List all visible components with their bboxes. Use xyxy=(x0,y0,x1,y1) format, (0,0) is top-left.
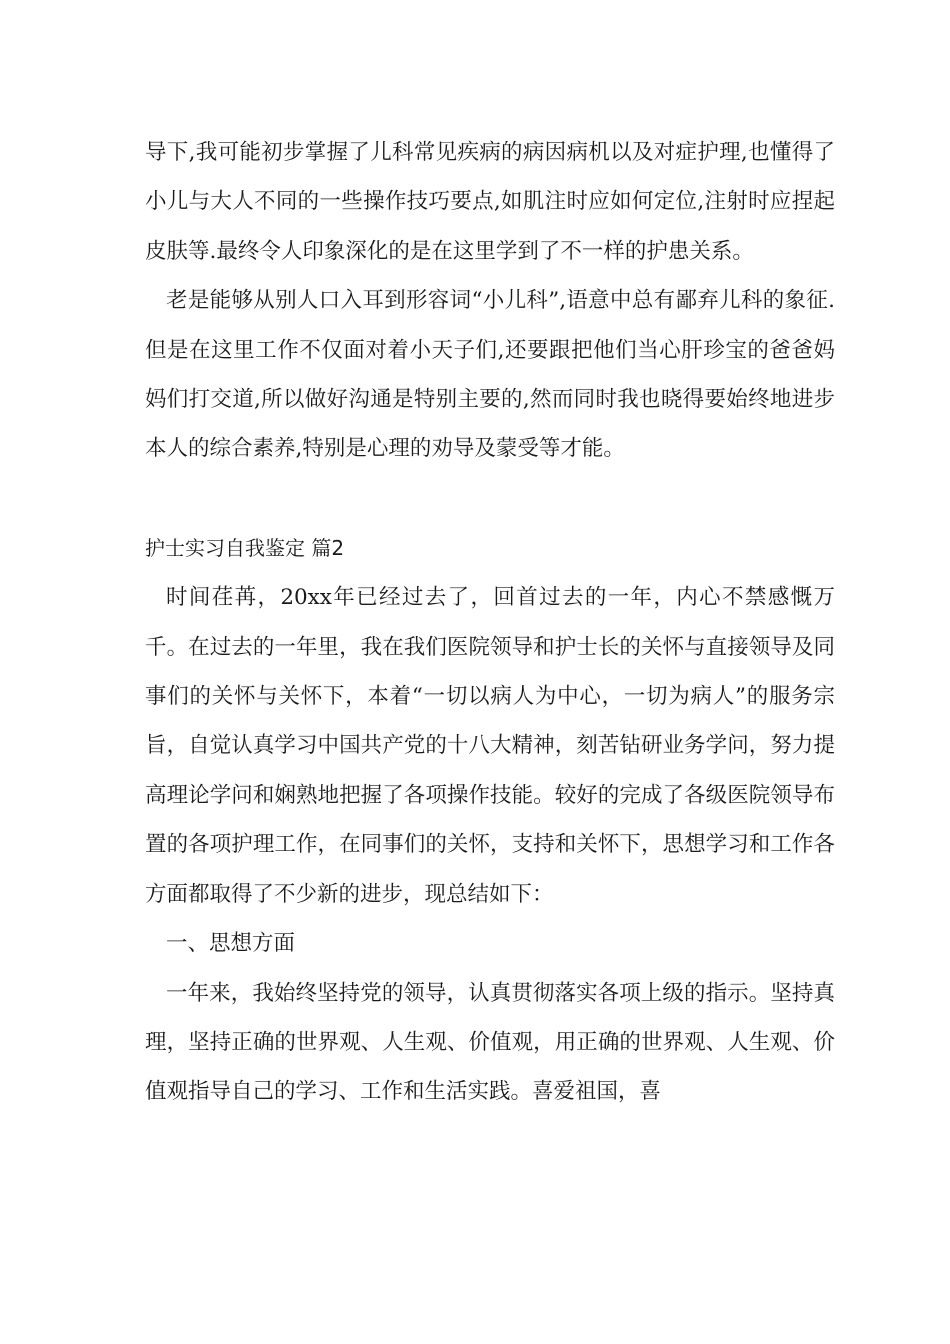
paragraph-2: 老是能够从别人口入耳到形容词“小儿科”,语意中总有鄙弃儿科的象征.但是在这里工作不仅面对着小天子们,还要跟把他们当心肝珍宝的爸爸妈妈们打交道,所以做好沟通是特别主要的,然而同时我也晓得要始终地进步本人的综合素养,特别是心理的劝导及蒙受等才能。 xyxy=(145,288,835,462)
section-heading: 护士实习自我鉴定 篇2 xyxy=(145,535,345,560)
paragraph-1: 导下,我可能初步掌握了儿科常见疾病的病因病机以及对症护理,也懂得了小儿与大人不同的一些操作技巧要点,如肌注时应如何定位,注射时应捏起皮肤等.最终令人印象深化的是在这里学到了不一样的护患关系。 xyxy=(145,140,835,264)
section-spacer xyxy=(145,474,835,524)
paragraph-3: 时间荏苒，20xx年已经过去了，回首过去的一年，内心不禁感慨万千。在过去的一年里，我在我们医院领导和护士长的关怀与直接领导及同事们的关怀与关怀下，本着“一切以病人为中心，一切为病人”的服务宗旨，自觉认真学习中国共产党的十八大精神，刻苦钻研业务学问，努力提高理论学问和娴熟地把握了各项操作技能。较好的完成了各级医院领导布置的各项护理工作，在同事们的关怀，支持和关怀下，思想学习和工作各方面都取得了不少新的进步，现总结如下： xyxy=(145,585,835,907)
document-body xyxy=(145,128,835,1117)
paragraph-4: 一年来，我始终坚持党的领导，认真贯彻落实各项上级的指示。坚持真理，坚持正确的世界观、人生观、价值观，用正确的世界观、人生观、价值观指导自己的学习、工作和生活实践。喜爱祖国，喜 xyxy=(145,980,835,1105)
subheading-thought: 一、思想方面 xyxy=(166,931,296,957)
